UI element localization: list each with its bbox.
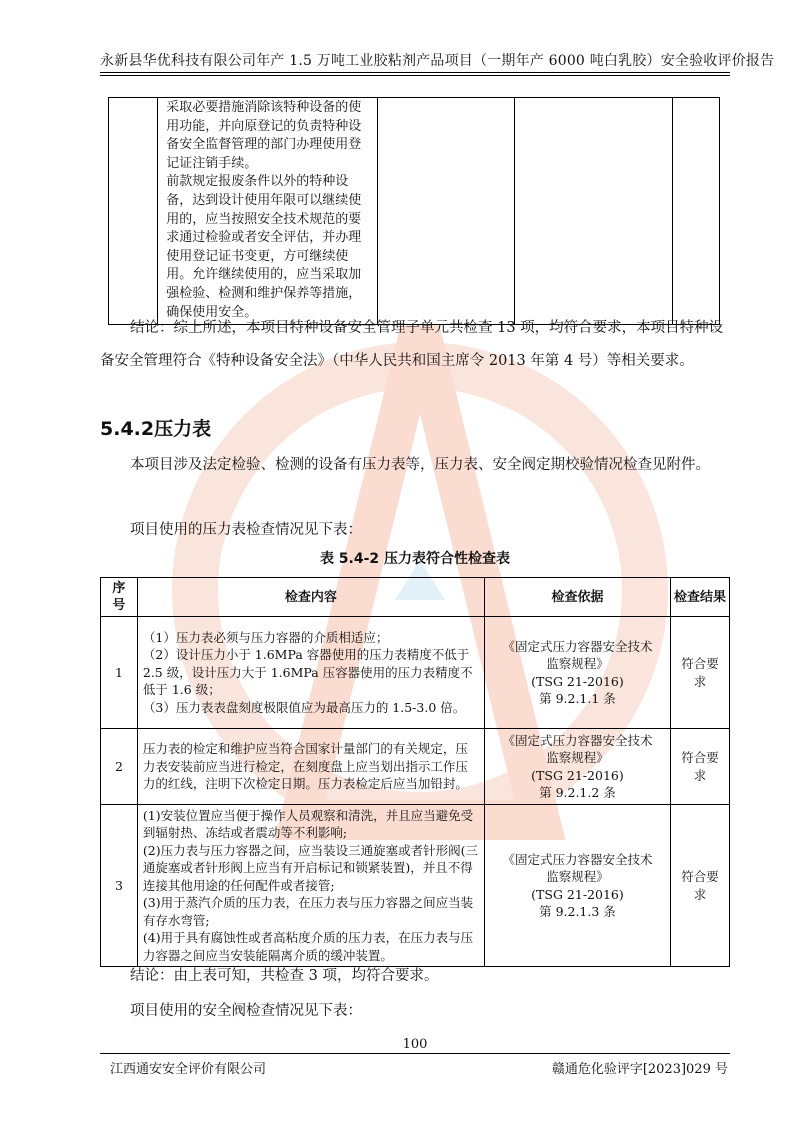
table-cell-result bbox=[672, 98, 719, 325]
basis-line: (TSG 21-2016) bbox=[531, 886, 624, 902]
conclusion-paragraph-2: 结论：由上表可知，共检查 3 项，均符合要求。 bbox=[130, 968, 439, 984]
row-content bbox=[137, 729, 484, 805]
row-content bbox=[137, 617, 484, 729]
basis-line: 《固定式压力容器安全技术监察规程》 bbox=[502, 638, 653, 671]
footer-company: 江西通安安全评价有限公司 bbox=[110, 1062, 267, 1077]
pressure-gauge-check-table bbox=[100, 577, 730, 967]
row-number: 1 bbox=[101, 617, 138, 729]
basis-line: 第 9.2.1.1 条 bbox=[539, 691, 616, 706]
continued-content-paragraph-1: 采取必要措施消除该特种设备的使用功能，并向原登记的负责特种设备安全监督管理的部门办理使用登记证注销手续。 bbox=[166, 100, 362, 171]
footer-rule bbox=[100, 1053, 730, 1054]
basis-line: 《固定式压力容器安全技术监察规程》 bbox=[502, 851, 653, 884]
header-rule-double bbox=[100, 75, 730, 76]
content-line: (2)压力表与压力容器之间，应当装设三通旋塞或者针形阀(三通旋塞或者针形阀上应当有开启标记和锁紧装置)，并且不得连接其他用途的任何配件或者接管; bbox=[142, 842, 478, 893]
content-line: （3）压力表表盘刻度极限值应为最高压力的 1.5-3.0 倍。 bbox=[142, 699, 466, 715]
header-content: 检查内容 bbox=[137, 578, 484, 617]
row-content bbox=[137, 805, 484, 967]
intro-paragraph-2: 项目使用的压力表检查情况见下表： bbox=[130, 522, 362, 538]
table-cell-basis bbox=[378, 98, 515, 325]
outro-paragraph: 项目使用的安全阀检查情况见下表： bbox=[130, 1003, 362, 1019]
basis-line: 《固定式压力容器安全技术监察规程》 bbox=[502, 732, 653, 765]
header-rule bbox=[100, 72, 730, 73]
row-basis bbox=[484, 617, 670, 729]
section-number: 5.4.2 bbox=[100, 418, 155, 440]
section-title-text: 压力表 bbox=[154, 418, 212, 440]
content-line: (1)安装位置应当便于操作人员观察和清洗，并且应当避免受到辐射热、冻结或者震动等不利影响; bbox=[142, 807, 474, 841]
row-basis bbox=[484, 729, 670, 805]
table-cell-content bbox=[158, 98, 378, 325]
table-row bbox=[109, 98, 720, 325]
content-line: （2）设计压力小于 1.6MPa 容器使用的压力表精度不低于 2.5 级，设计压力大于 1.6MPa 压容器使用的压力表精度不低于 1.6 级； bbox=[142, 647, 473, 698]
page-header-title: 永新县华优科技有限公司年产 1.5 万吨工业胶粘剂产品项目（一期年产 6000 吨白乳胶）安全验收评价报告 bbox=[100, 53, 775, 69]
basis-line: 第 9.2.1.3 条 bbox=[539, 904, 616, 919]
basis-line: (TSG 21-2016) bbox=[531, 767, 624, 783]
intro-paragraph: 本项目涉及法定检验、检测的设备有压力表等，压力表、安全阀定期校验情况检查见附件。 bbox=[130, 457, 710, 473]
table-header-row bbox=[101, 578, 730, 617]
basis-line: 第 9.2.1.2 条 bbox=[539, 785, 616, 800]
row-number: 2 bbox=[101, 729, 138, 805]
header-num: 序号 bbox=[101, 578, 138, 617]
content-line: (3)用于蒸汽介质的压力表，在压力表与压力容器之间应当装有存水弯管; bbox=[142, 895, 474, 928]
table-caption: 表 5.4-2 压力表符合性检查表 bbox=[319, 551, 511, 567]
header-result: 检查结果 bbox=[671, 578, 730, 617]
table-row bbox=[101, 617, 730, 729]
section-title bbox=[100, 414, 211, 441]
conclusion-paragraph-1: 结论：综上所述，本项目特种设备安全管理子单元共检查 13 项，均符合要求，本项目特种设备安全管理符合《特种设备安全法》（中华人民共和国主席令 2013 年第 4 号）等相关要求。 bbox=[100, 320, 724, 369]
footer-doc-number: 赣通危化验评字[2023]029 号 bbox=[551, 1062, 728, 1077]
table-row bbox=[101, 805, 730, 967]
row-result: 符合要求 bbox=[671, 805, 730, 967]
content-line: （1）压力表必须与压力容器的介质相适应； bbox=[142, 629, 389, 645]
header-basis: 检查依据 bbox=[484, 578, 670, 617]
table-row bbox=[101, 729, 730, 805]
table-cell-num bbox=[109, 98, 158, 325]
row-number: 3 bbox=[101, 805, 138, 967]
basis-line: (TSG 21-2016) bbox=[531, 673, 624, 689]
content-line: (4)用于具有腐蚀性或者高粘度介质的压力表，在压力表与压力容器之间应当安装能隔离介质的缓冲装置。 bbox=[142, 930, 474, 963]
continued-content-paragraph-2: 前款规定报废条件以外的特种设备，达到设计使用年限可以继续使用的，应当按照安全技术规范的要求通过检验或者安全评估，并办理使用登记证书变更，方可继续使用。允许继续使用的，应当采取加强检验、检测和维护保养等措施，确保使用安全。 bbox=[166, 174, 362, 320]
page-number: 100 bbox=[402, 1037, 428, 1052]
row-result: 符合要求 bbox=[671, 729, 730, 805]
row-basis bbox=[484, 805, 670, 967]
table-cell-status bbox=[514, 98, 672, 325]
continued-check-table bbox=[108, 97, 720, 325]
content-line: 压力表的检定和维护应当符合国家计量部门的有关规定，压力表安装前应当进行检定，在刻度盘上应当划出指示工作压力的红线，注明下次检定日期。压力表检定后应当加铅封。 bbox=[142, 741, 468, 792]
row-result: 符合要求 bbox=[671, 617, 730, 729]
